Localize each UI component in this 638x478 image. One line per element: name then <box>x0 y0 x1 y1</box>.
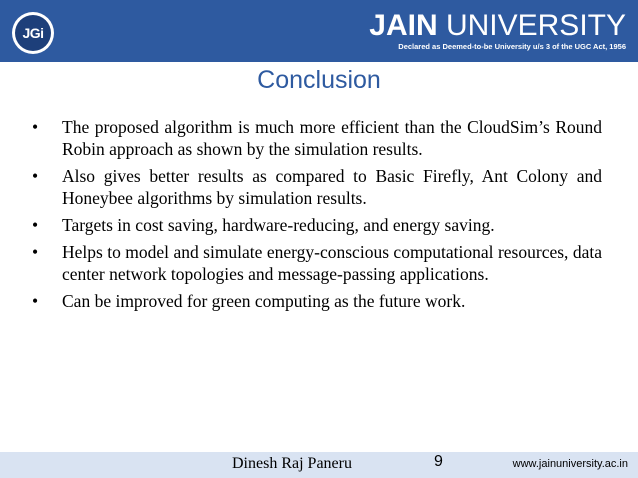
jgi-logo <box>12 12 54 54</box>
bullet-item <box>30 116 602 160</box>
bullet-text: Can be improved for green computing as the future work. <box>62 291 466 311</box>
university-name-bold: JAIN <box>369 9 438 42</box>
bullet-list <box>30 116 602 317</box>
bullet-text: Also gives better results as compared to Basic Firefly, Ant Colony and Honeybee algorithms by simulation results. <box>62 166 602 208</box>
bullet-icon: • <box>32 291 39 311</box>
bullet-item <box>30 165 602 209</box>
bullet-item <box>30 214 602 236</box>
bullet-item <box>30 241 602 285</box>
bullet-item <box>30 290 602 312</box>
header-bar <box>0 0 638 62</box>
bullet-text: Helps to model and simulate energy-conscious computational resources, data center network topologies and message-passing applications. <box>62 242 602 284</box>
footer-url[interactable]: www.jainuniversity.ac.in <box>512 458 628 470</box>
bullet-icon: • <box>32 166 39 186</box>
university-subtitle: Declared as Deemed-to-be University u/s 3 of the UGC Act, 1956 <box>398 42 626 51</box>
university-name <box>369 10 626 42</box>
slide-title: Conclusion <box>257 66 381 94</box>
bullet-icon: • <box>32 215 39 235</box>
bullet-icon: • <box>32 242 39 262</box>
university-name-rest: UNIVERSITY <box>437 9 626 42</box>
logo-text: JGi <box>15 15 51 51</box>
page-number: 9 <box>434 453 443 470</box>
footer-author: Dinesh Raj Paneru <box>232 455 352 472</box>
bullet-text: The proposed algorithm is much more efficient than the CloudSim’s Round Robin approach as shown by the simulation results. <box>62 117 602 159</box>
bullet-text: Targets in cost saving, hardware-reducing, and energy saving. <box>62 215 495 235</box>
bullet-icon: • <box>32 117 39 137</box>
